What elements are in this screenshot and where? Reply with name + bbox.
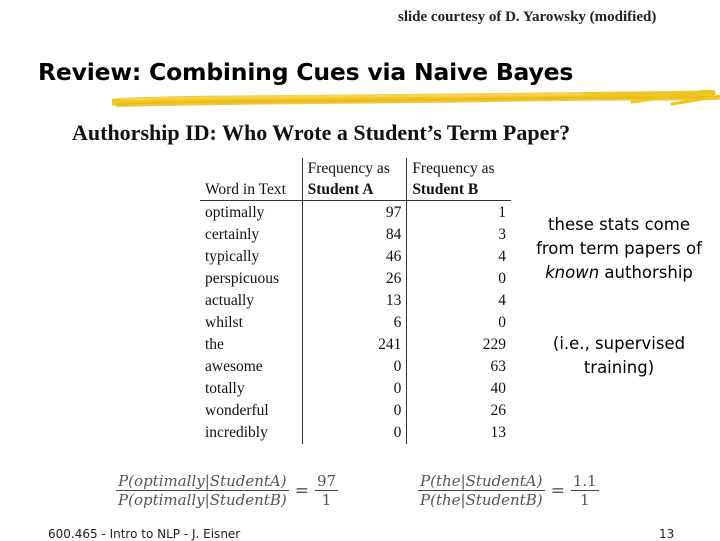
fraction-denominator: P(optimally|StudentB) — [118, 491, 287, 509]
fraction-denominator: P(the|StudentB) — [420, 491, 543, 509]
word-cell: optimally — [200, 201, 302, 225]
page-number: 13 — [659, 527, 675, 541]
header-cell — [200, 158, 302, 179]
equals-sign: = — [294, 480, 309, 501]
probability-fraction — [116, 472, 289, 509]
note-emphasis: known — [545, 263, 600, 282]
freq-b-cell: 0 — [498, 314, 506, 331]
word-cell: the — [200, 334, 302, 356]
freq-a-cell: 0 — [302, 378, 407, 400]
freq-b-cell: 40 — [490, 380, 506, 397]
header-cell-student-a: Student A — [302, 179, 407, 201]
table-row — [200, 312, 511, 334]
freq-b-cell: 3 — [498, 226, 506, 243]
slide-subtitle: Authorship ID: Who Wrote a Student’s Term Paper? — [72, 120, 571, 145]
freq-b-cell: 26 — [490, 402, 506, 419]
footer-course: 600.465 - Intro to NLP - J. Eisner — [48, 527, 241, 541]
freq-b-cell: 63 — [490, 358, 506, 375]
table-row — [200, 334, 511, 356]
freq-a-cell: 0 — [302, 400, 407, 422]
freq-a-cell: 241 — [302, 334, 407, 356]
freq-a-cell: 13 — [302, 290, 407, 312]
header-cell-student-b: Student B — [407, 179, 511, 201]
table-header-row — [200, 179, 511, 201]
table-row — [200, 290, 511, 312]
word-cell: incredibly — [200, 422, 302, 444]
stats-source-note — [534, 213, 704, 285]
freq-b-cell: 4 — [498, 248, 506, 265]
header-cell: Frequency as — [412, 159, 495, 177]
freq-b-cell: 0 — [498, 270, 506, 287]
table-row — [200, 268, 511, 290]
freq-a-cell: 0 — [302, 422, 407, 444]
freq-b-cell: 13 — [490, 424, 506, 441]
word-cell: whilst — [200, 312, 302, 334]
frequency-table — [200, 158, 511, 444]
word-cell: perspicuous — [200, 268, 302, 290]
fraction-numerator: 97 — [316, 472, 337, 490]
value-fraction — [315, 472, 338, 509]
word-cell: certainly — [200, 224, 302, 246]
freq-b-cell: 1 — [498, 204, 506, 221]
freq-a-cell: 0 — [302, 356, 407, 378]
freq-b-cell: 229 — [482, 336, 506, 353]
equals-sign: = — [550, 480, 565, 501]
title-highlight-stroke — [112, 90, 720, 112]
header-cell: Frequency as — [302, 158, 407, 179]
fraction-numerator: P(the|StudentA) — [418, 472, 545, 491]
fraction-numerator: P(optimally|StudentA) — [116, 472, 289, 491]
value-fraction — [571, 472, 599, 509]
word-cell: typically — [200, 246, 302, 268]
freq-a-cell: 6 — [302, 312, 407, 334]
header-cell-word: Word in Text — [200, 179, 302, 201]
slide-credit: slide courtesy of D. Yarowsky (modified) — [398, 9, 657, 25]
fraction-denominator: 1 — [579, 491, 590, 509]
freq-a-cell: 46 — [302, 246, 407, 268]
freq-a-cell: 26 — [302, 268, 407, 290]
table-header-row — [200, 158, 511, 179]
probability-fraction — [418, 472, 545, 509]
fraction-denominator: 1 — [321, 491, 332, 509]
table-row — [200, 356, 511, 378]
note-text: these stats come from term papers of — [536, 215, 702, 258]
fraction-numerator: 1.1 — [572, 472, 597, 490]
freq-a-cell: 97 — [302, 201, 407, 225]
table-row — [200, 422, 511, 444]
word-cell: awesome — [200, 356, 302, 378]
word-cell: wonderful — [200, 400, 302, 422]
word-cell: totally — [200, 378, 302, 400]
table-row — [200, 378, 511, 400]
freq-b-cell: 4 — [498, 292, 506, 309]
table-row — [200, 201, 511, 225]
table-row — [200, 246, 511, 268]
formula-optimally — [116, 472, 338, 509]
slide-title: Review: Combining Cues via Naive Bayes — [38, 58, 574, 86]
table-row — [200, 224, 511, 246]
table-row — [200, 400, 511, 422]
word-cell: actually — [200, 290, 302, 312]
supervised-training-note: (i.e., supervised training) — [552, 334, 686, 377]
note-text-end: authorship — [604, 263, 693, 282]
formula-the — [418, 472, 599, 509]
freq-a-cell: 84 — [302, 224, 407, 246]
